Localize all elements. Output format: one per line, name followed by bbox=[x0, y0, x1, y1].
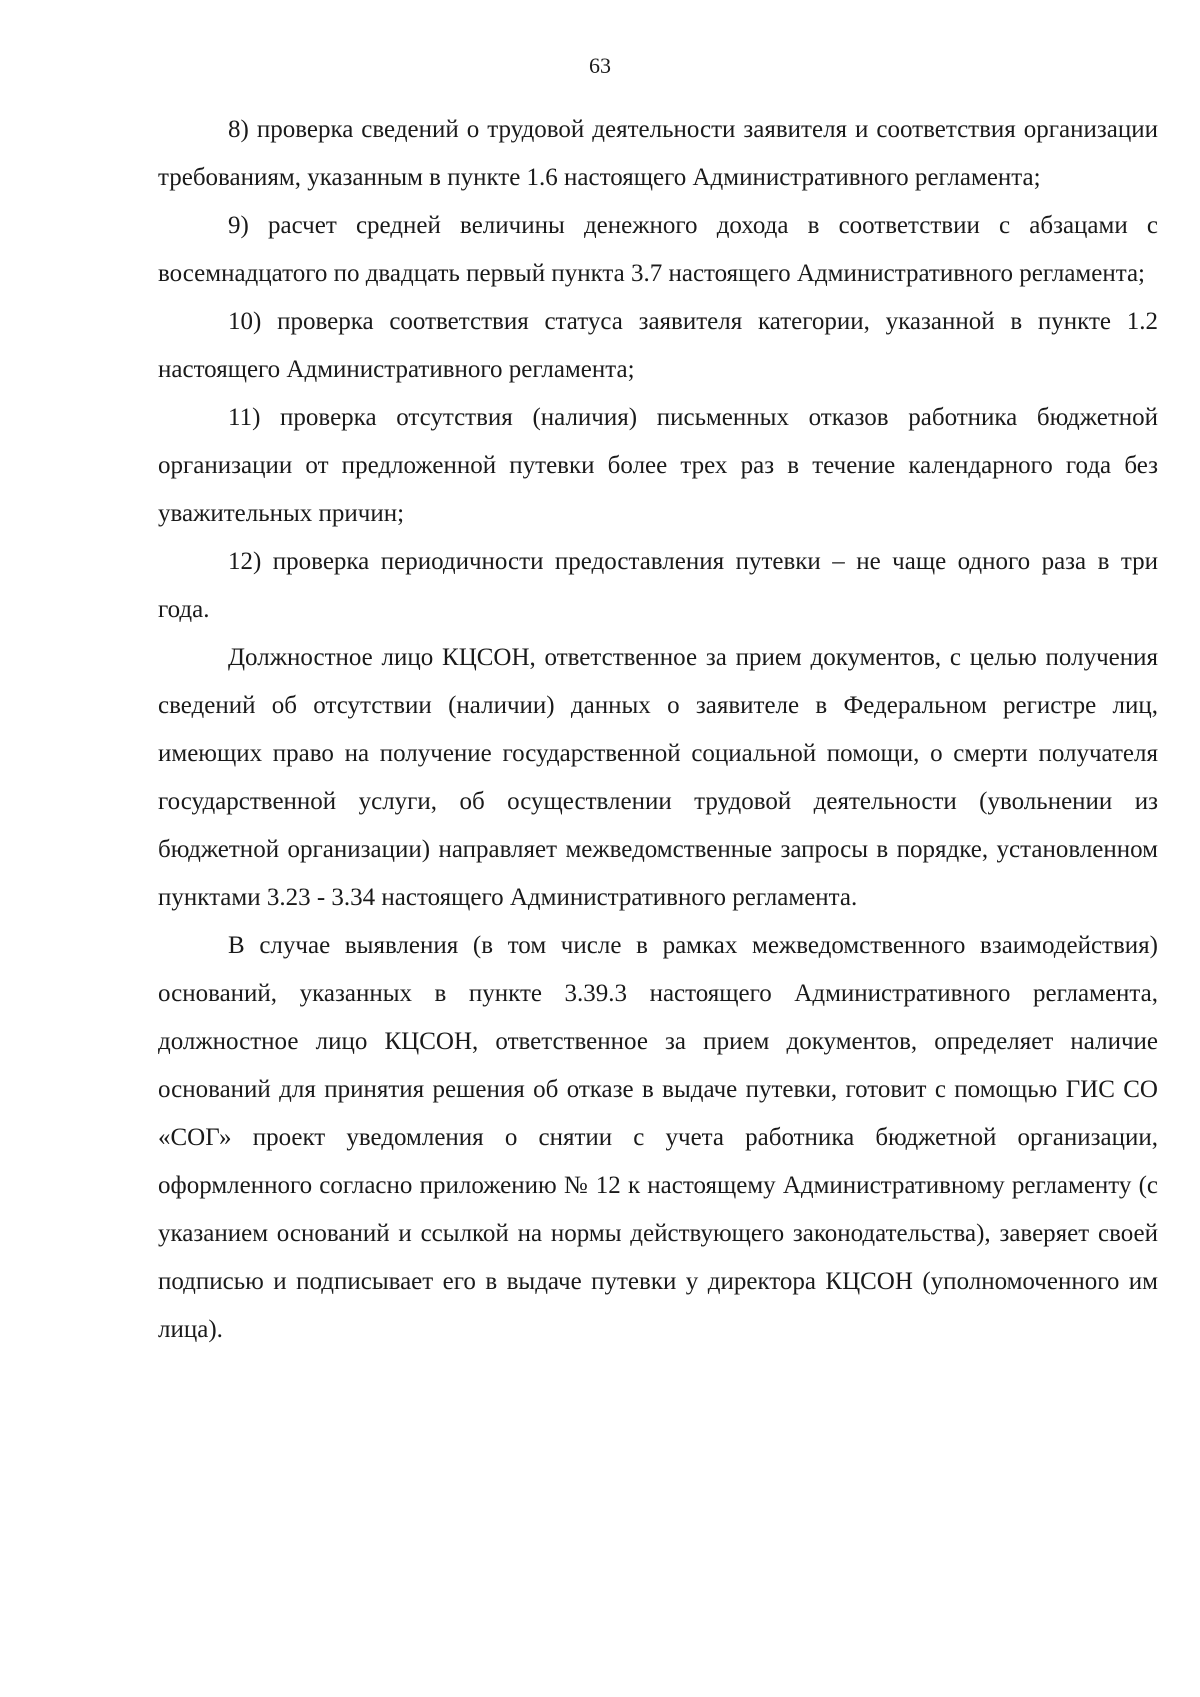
list-item-12: 12) проверка периодичности предоставления путевки – не чаще одного раза в три года. bbox=[158, 548, 1158, 623]
document-body bbox=[158, 106, 1158, 1354]
page-number: 63 bbox=[589, 53, 611, 78]
paragraph-refusal-grounds: В случае выявления (в том числе в рамках межведомственного взаимодействия) оснований, указанных в пункте 3.39.3 настоящего Административного регламента, должностное лицо КЦСОН, ответственное за прием документов, определяет наличие оснований для принятия решения об отказе в выдаче путевки, готовит с помощью ГИС СО «СОГ» проект уведомления о снятии с учета работника бюджетной организации, оформленного согласно приложению № 12 к настоящему Административному регламенту (с указанием оснований и ссылкой на нормы действующего законодательства), заверяет своей подписью и подписывает его в выдаче путевки у директора КЦСОН (уполномоченного им лица). bbox=[158, 932, 1158, 1343]
list-item-8: 8) проверка сведений о трудовой деятельности заявителя и соответствия организации требованиям, указанным в пункте 1.6 настоящего Административного регламента; bbox=[158, 116, 1158, 191]
list-item-11: 11) проверка отсутствия (наличия) письменных отказов работника бюджетной организации от предложенной путевки более трех раз в течение календарного года без уважительных причин; bbox=[158, 404, 1158, 527]
paragraph-interagency-requests: Должностное лицо КЦСОН, ответственное за прием документов, с целью получения сведений об отсутствии (наличии) данных о заявителе в Федеральном регистре лиц, имеющих право на получение государственной социальной помощи, о смерти получателя государственной услуги, об осуществлении трудовой деятельности (увольнении из бюджетной организации) направляет межведомственные запросы в порядке, установленном пунктами 3.23 - 3.34 настоящего Административного регламента. bbox=[158, 644, 1158, 911]
list-item-9: 9) расчет средней величины денежного дохода в соответствии с абзацами с восемнадцатого по двадцать первый пункта 3.7 настоящего Административного регламента; bbox=[158, 212, 1158, 287]
list-item-10: 10) проверка соответствия статуса заявителя категории, указанной в пункте 1.2 настоящего Административного регламента; bbox=[158, 308, 1158, 383]
